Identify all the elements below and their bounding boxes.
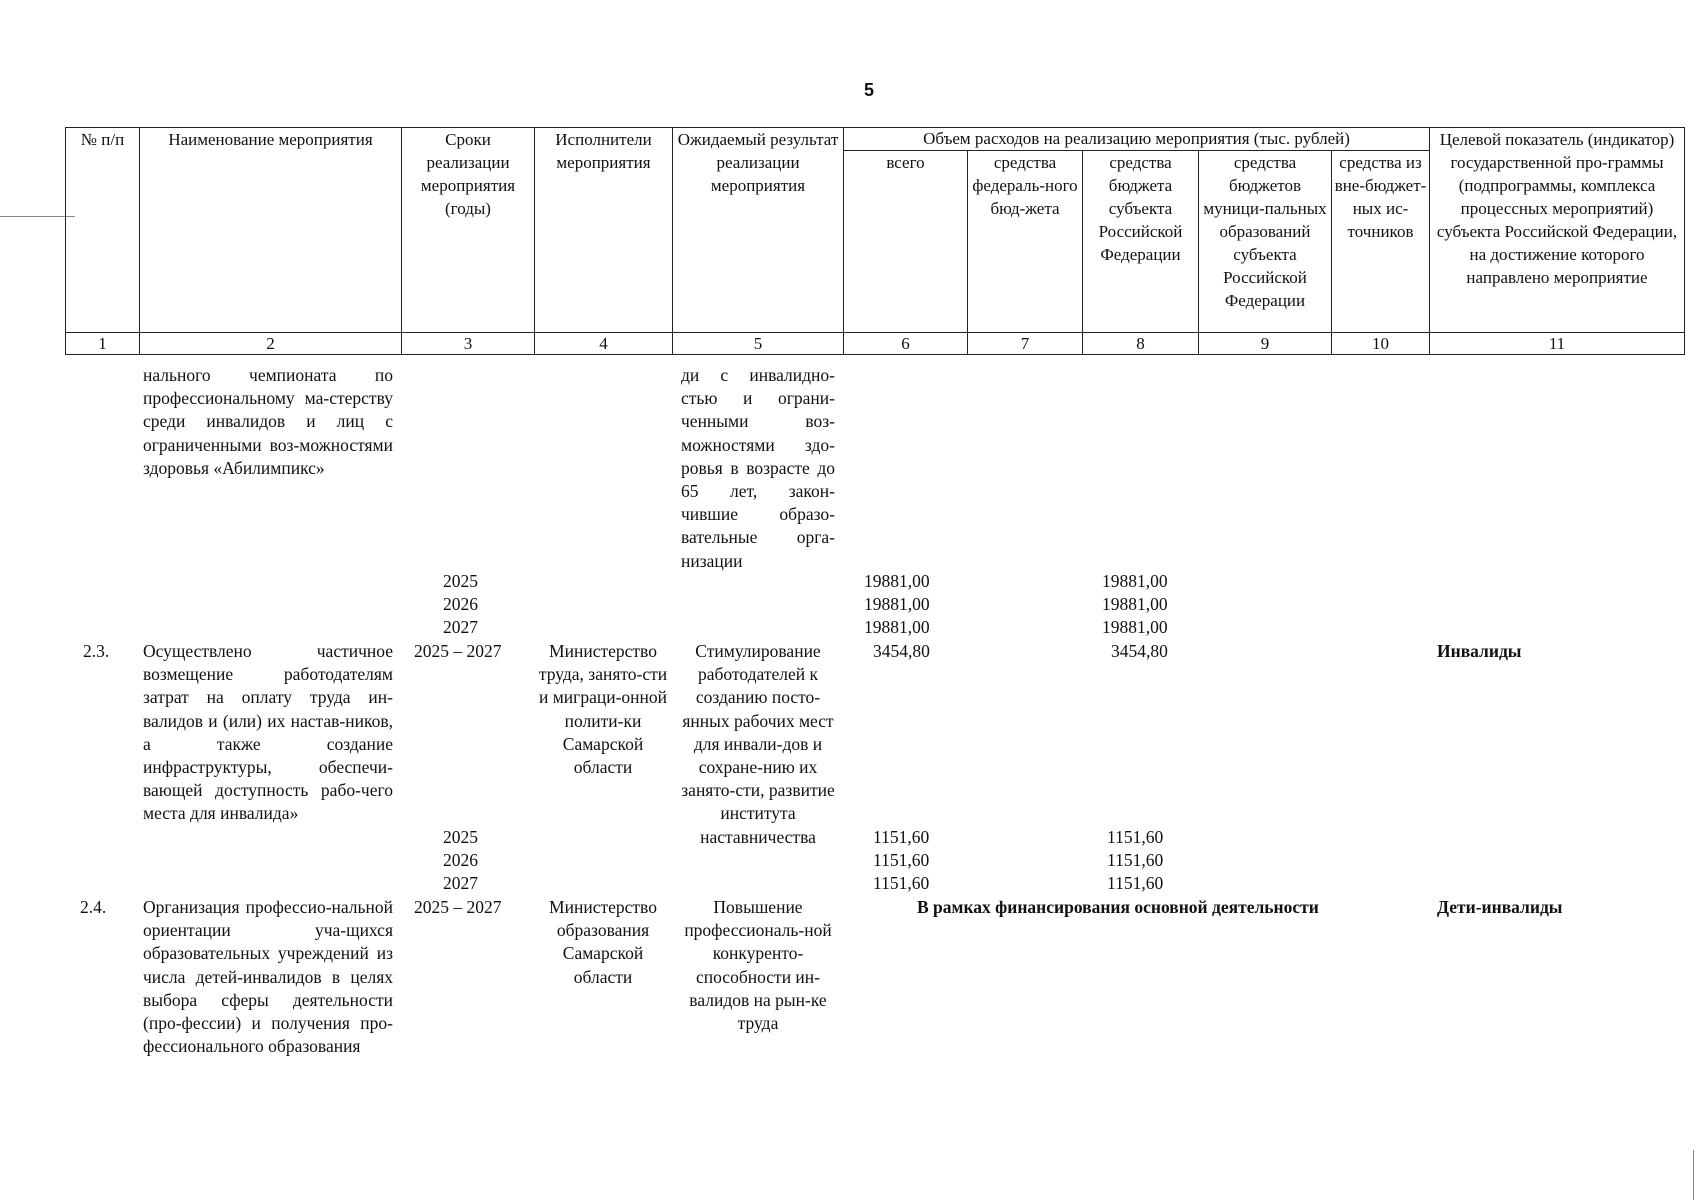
header-name: Наименование мероприятия <box>140 128 402 333</box>
column-number: 9 <box>1199 333 1332 355</box>
row-2-3-executor: Министерство труда, занято-сти и миграци-онной полити-ки Самарской области <box>538 641 668 778</box>
header-result: Ожидаемый результат реализации мероприятия <box>673 128 844 333</box>
row-2-3-year-total: 1151,60 <box>873 827 930 847</box>
cont-total: 19881,00 <box>864 571 930 591</box>
row-2-3-year-regional: 1151,60 <box>1107 827 1164 847</box>
row-2-3-result: Стимулирование работодателей к созданию посто-янных рабочих мест для инвали-дов и сохране-нию их занято-сти, развитие института наставничества <box>681 641 835 847</box>
header-municipal: средства бюджетов муници-пальных образований субъекта Российской Федерации <box>1199 151 1332 333</box>
cont-result: ди с инвалидно-стью и ограни-ченными воз-можностями здо-ровья в возрасте до 65 лет, закон-чившие образо-вательные орга-низации <box>681 365 835 571</box>
column-number: 4 <box>535 333 673 355</box>
row-2-4-terms: 2025 – 2027 <box>414 897 502 917</box>
header-number: № п/п <box>66 128 140 333</box>
row-2-3-year: 2027 <box>443 873 478 893</box>
header-regional: средства бюджета субъекта Российской Федерации <box>1083 151 1199 333</box>
cont-year: 2026 <box>443 594 478 614</box>
column-number: 1 <box>66 333 140 355</box>
header-expenses: Объем расходов на реализацию мероприятия (тыс. рублей) <box>844 128 1430 151</box>
row-2-3-year-regional: 1151,60 <box>1107 873 1164 893</box>
row-2-3-year-regional: 1151,60 <box>1107 850 1164 870</box>
row-2-3-target: Инвалиды <box>1437 641 1522 661</box>
column-number: 2 <box>140 333 402 355</box>
row-2-3-total: 3454,80 <box>873 641 930 661</box>
cont-total: 19881,00 <box>864 594 930 614</box>
scan-artifact-edge <box>1693 1150 1694 1200</box>
row-2-4-executor: Министерство образования Самарской области <box>549 897 657 987</box>
row-number: 2.4. <box>80 897 107 917</box>
row-number: 2.3. <box>83 641 110 661</box>
scan-artifact-line <box>0 216 75 217</box>
header-extra: средства из вне-бюджет-ных ис-точников <box>1332 151 1430 333</box>
page-number: 5 <box>864 80 875 100</box>
cont-year: 2027 <box>443 617 478 637</box>
cont-regional: 19881,00 <box>1102 617 1168 637</box>
row-2-4-result: Повышение профессиональ-ной конкуренто-способности ин-валидов на рын-ке труда <box>684 897 832 1034</box>
header-executors: Исполнители мероприятия <box>535 128 673 333</box>
header-target: Целевой показатель (индикатор) государственной про-граммы (подпрограммы, комплекса процессных мероприятий) субъекта Российской Федерации, на достижение которого направлено мероприятие <box>1430 128 1685 333</box>
cont-name: нального чемпионата по профессиональному ма-стерству среди инвалидов и лиц с ограниченными воз-можностями здоровья «Абилимпикс» <box>143 365 393 478</box>
column-number: 11 <box>1430 333 1685 355</box>
header-table <box>65 127 1685 355</box>
column-number: 8 <box>1083 333 1199 355</box>
row-2-4-name: Организация профессио-нальной ориентации уча-щихся образовательных учреждений из числа детей-инвалидов в целях выбора сферы деятельности (про-фессии) и получения про-фессионального образования <box>143 897 393 1057</box>
column-number: 5 <box>673 333 844 355</box>
cont-total: 19881,00 <box>864 617 930 637</box>
row-2-3-year: 2026 <box>443 850 478 870</box>
cont-year: 2025 <box>443 571 478 591</box>
row-2-3-regional: 3454,80 <box>1111 641 1168 661</box>
cont-regional: 19881,00 <box>1102 571 1168 591</box>
row-2-3-terms: 2025 – 2027 <box>414 641 502 661</box>
row-2-3-year: 2025 <box>443 827 478 847</box>
column-numbers-row <box>66 333 1685 355</box>
header-federal: средства федераль-ного бюд-жета <box>968 151 1083 333</box>
header-total: всего <box>844 151 968 333</box>
column-number: 10 <box>1332 333 1430 355</box>
row-2-4-target: Дети-инвалиды <box>1437 897 1563 917</box>
cont-regional: 19881,00 <box>1102 594 1168 614</box>
column-number: 6 <box>844 333 968 355</box>
header-terms: Сроки реализации мероприятия (годы) <box>402 128 535 333</box>
row-2-3-name: Осуществлено частичное возмещение работодателям затрат на оплату труда ин-валидов и (или) их настав-ников, а также создание инфраструктуры, обеспечи-вающей доступность рабо-чего места для инвалида» <box>143 641 393 824</box>
row-2-4-financing: В рамках финансирования основной деятельности <box>917 897 1319 917</box>
column-number: 3 <box>402 333 535 355</box>
column-number: 7 <box>968 333 1083 355</box>
row-2-3-year-total: 1151,60 <box>873 873 930 893</box>
row-2-3-year-total: 1151,60 <box>873 850 930 870</box>
